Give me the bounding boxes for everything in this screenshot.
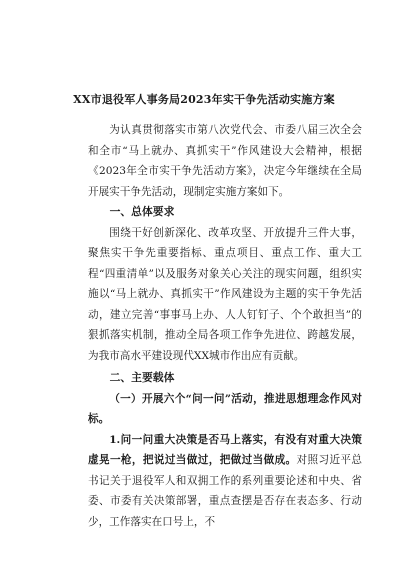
intro-paragraph: 为认真贯彻落实市第八次党代会、市委八届三次全会和全市“马上就办、真抓实干”作风建设大会精神，根据《2023年全市实干争先活动方案》，决定今年继续在全局开展实干争先活动，现制定实施方案如下。 <box>88 124 362 198</box>
section-1-heading: 一、总体要求 <box>109 205 175 218</box>
item-1-text: 对照习近平总书记关于退役军人和双拥工作的系列重要论述和中央、省委、市委有关决策部署，重点查摆是否存在表态多、行动少，工作落实在口号上，不 <box>88 454 363 528</box>
item-1-bold-text: 1.问一问重大决策是否马上落实，有没有对重大决策虚晃一枪，把说过当做过，把做过当做成。 <box>88 433 362 466</box>
section-1-paragraph: 围绕干好创新深化、改革攻坚、开放提升三件大事，聚焦实干争先重要指标、重点项目、重点工作、重大工程“四重清单”以及服务对象关心关注的现实问题，组织实施以“马上就办、真抓实干”作风建设为主题的实干争先活动，建立完善“事事马上办、人人钉钉子、个个敢担当”的狠抓落实机制，推动全局各项工作争先进位、跨越发展，为我市高水平建设现代XX城市作出应有贡献。 <box>88 226 362 362</box>
subsection-1-heading: （一）开展六个“问一问”活动，推进思想理念作风对标。 <box>88 392 362 425</box>
document-title: XX市退役军人事务局2023年实干争先活动实施方案 <box>73 93 335 106</box>
document-body <box>88 120 362 532</box>
item-1-paragraph <box>88 430 362 533</box>
section-2-heading: 二、主要载体 <box>109 371 175 384</box>
